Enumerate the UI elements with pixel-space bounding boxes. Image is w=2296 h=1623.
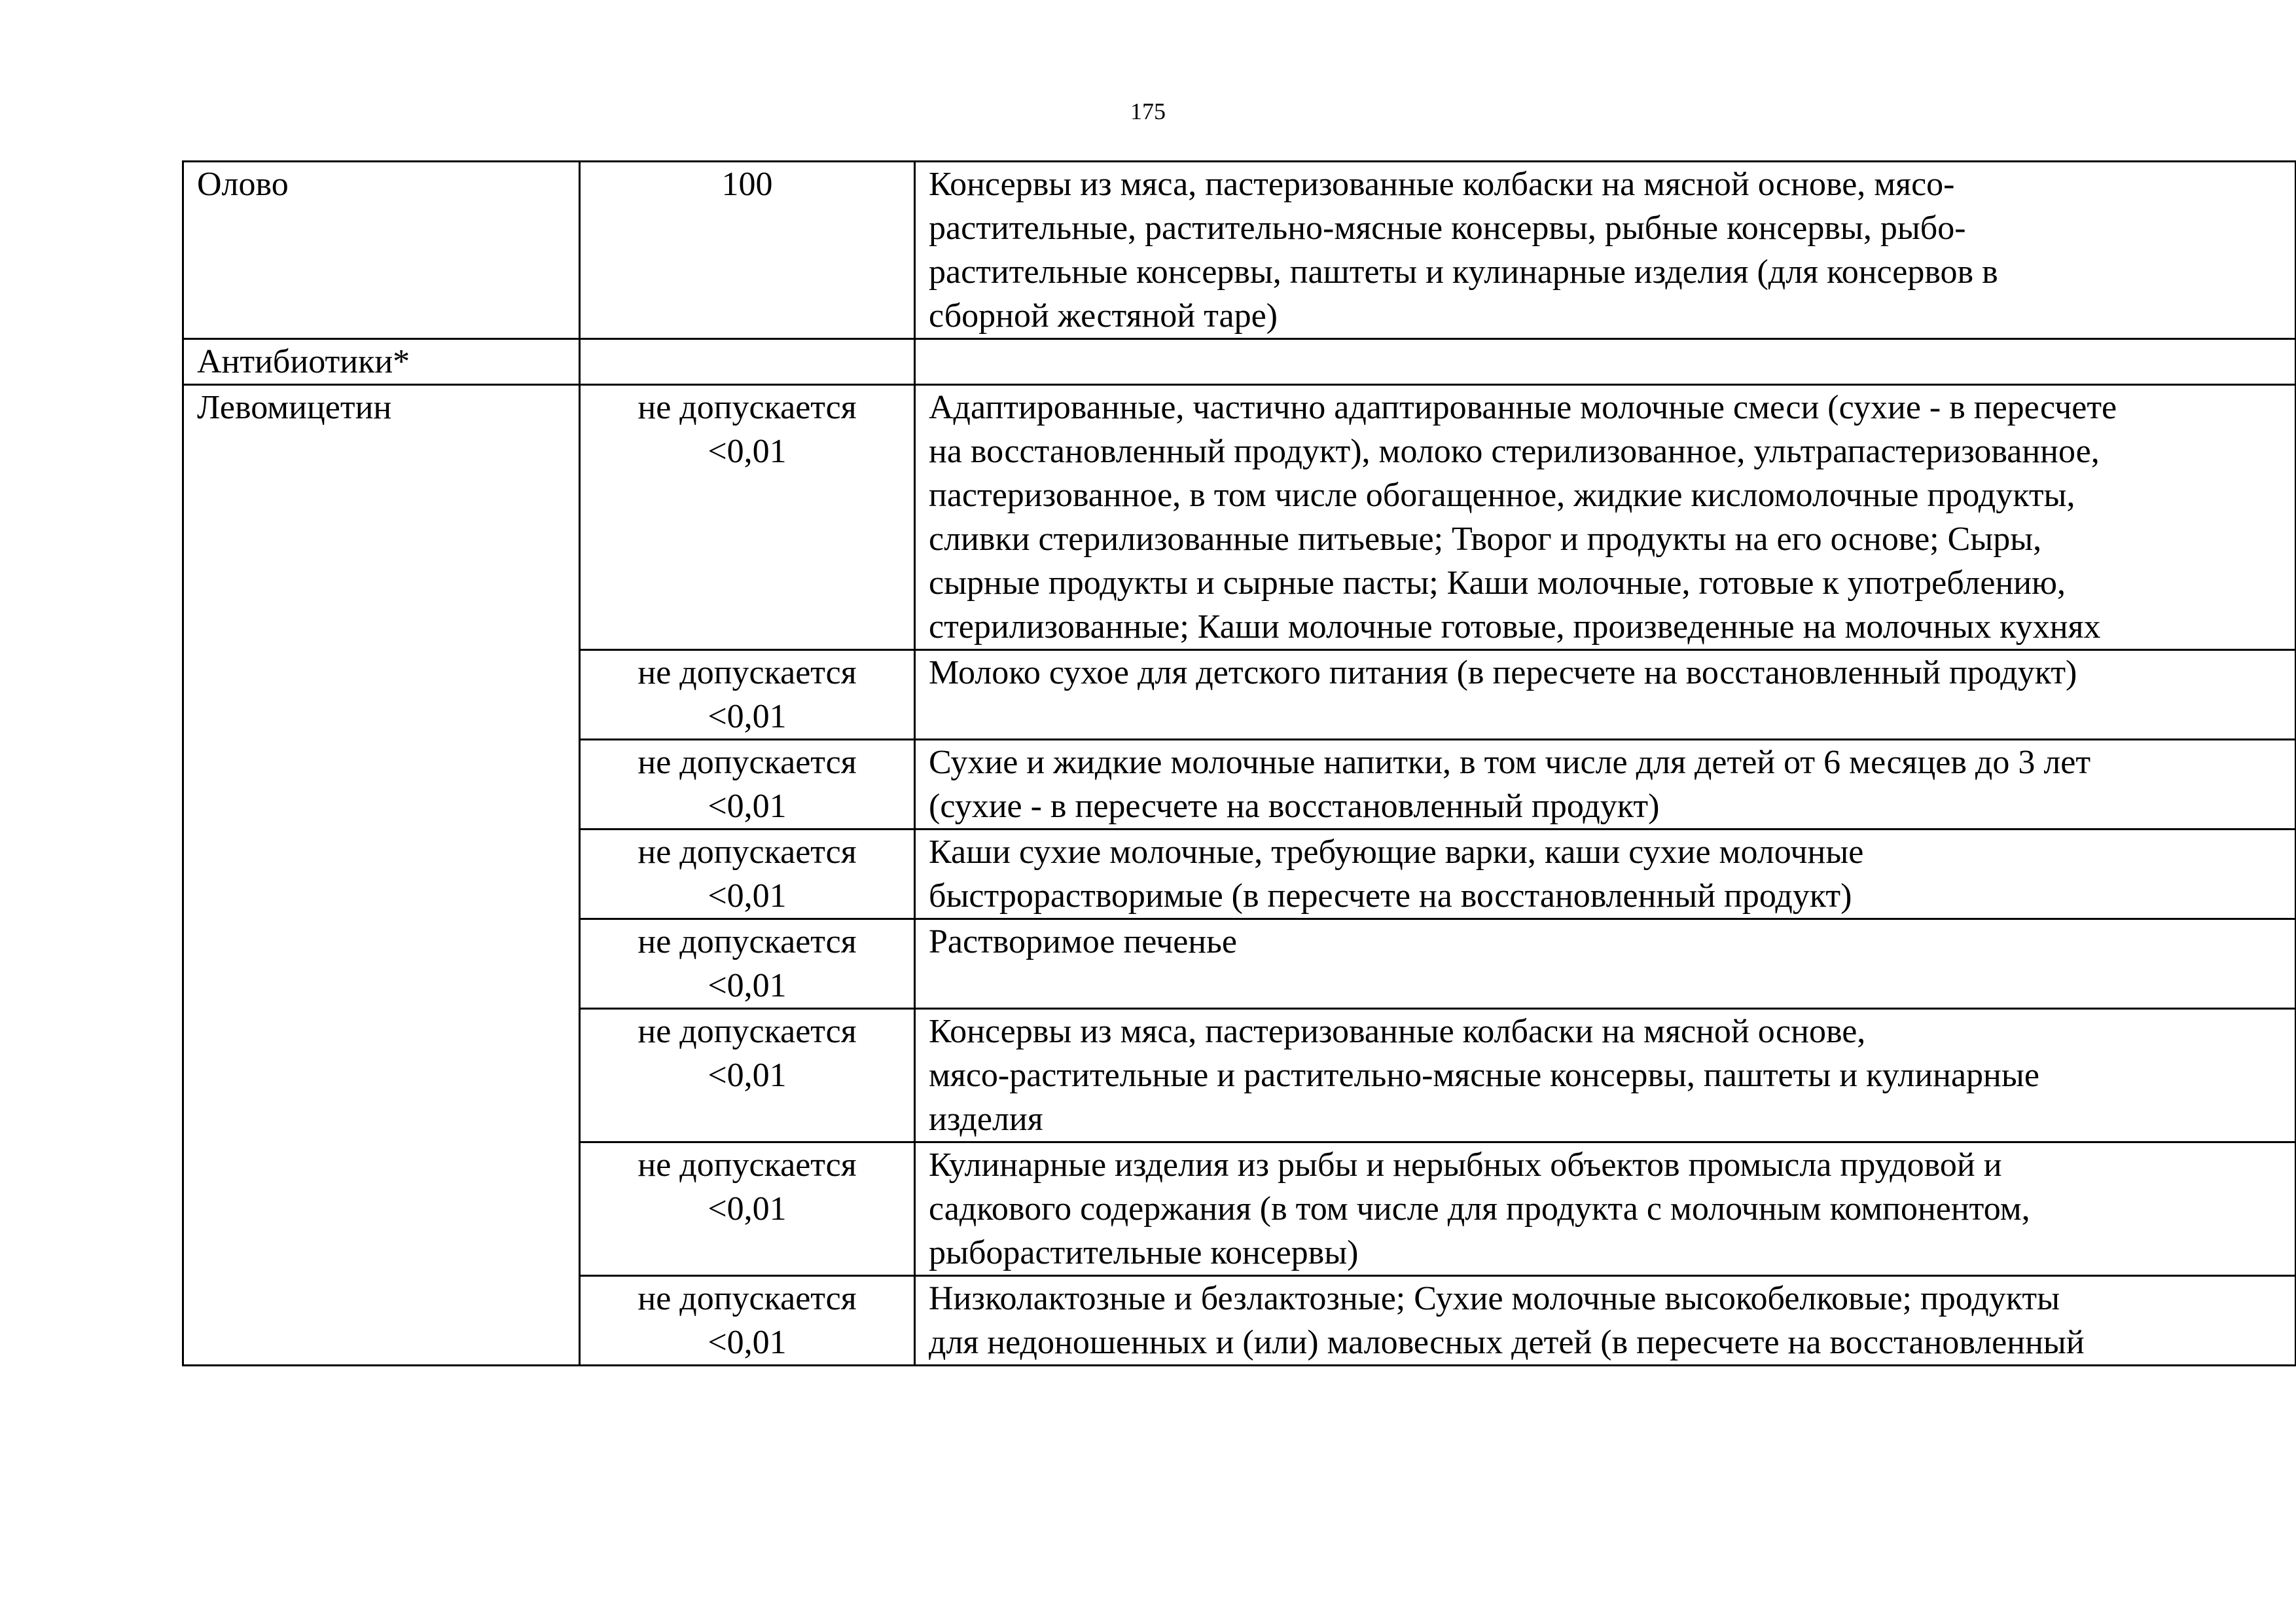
limit-value: 100: [721, 166, 773, 203]
limit-value: <0,01: [708, 1057, 787, 1094]
product-cell: [915, 740, 2296, 830]
product-cell: [915, 1009, 2296, 1142]
product-line: Молоко сухое для детского питания (в пересчете на восстановленный продукт): [929, 654, 2077, 691]
product-line: растительные консервы, паштеты и кулинарные изделия (для консервов в: [929, 253, 1998, 291]
limit-cell: [580, 919, 915, 1009]
limit-cell: [580, 830, 915, 919]
substance-name: Олово: [197, 166, 289, 203]
limit-cell: [580, 740, 915, 830]
limit-cell: [580, 1276, 915, 1366]
substance-name: Левомицетин: [197, 389, 392, 426]
product-cell: [915, 1276, 2296, 1366]
product-line: на восстановленный продукт), молоко стерилизованное, ультрапастеризованное,: [929, 433, 2100, 470]
product-line: Низколактозные и безлактозные; Сухие молочные высокобелковые; продукты: [929, 1280, 2060, 1317]
limit-cell: [580, 1142, 915, 1276]
page-number: 175: [1130, 98, 1166, 124]
substance-cell: [183, 339, 580, 385]
product-cell: [915, 339, 2296, 385]
product-cell: [915, 830, 2296, 919]
product-line: Консервы из мяса, пастеризованные колбаски на мясной основе,: [929, 1013, 1866, 1050]
limit-value: <0,01: [708, 1324, 787, 1361]
substance-cell: [183, 385, 580, 1366]
limit-text: не допускается: [637, 389, 857, 426]
product-line: быстрорастворимые (в пересчете на восстановленный продукт): [929, 877, 1852, 915]
limit-value: <0,01: [708, 967, 787, 1004]
product-line: стерилизованные; Каши молочные готовые, произведенные на молочных кухнях: [929, 608, 2101, 646]
product-line: для недоношенных и (или) маловесных детей (в пересчете на восстановленный: [929, 1324, 2085, 1361]
product-cell: [915, 650, 2296, 740]
limit-text: не допускается: [637, 833, 857, 871]
product-line: садкового содержания (в том числе для продукта с молочным компонентом,: [929, 1190, 2030, 1228]
product-line: Кулинарные изделия из рыбы и нерыбных объектов промысла прудовой и: [929, 1146, 2002, 1184]
product-line: растительные, растительно-мясные консервы, рыбные консервы, рыбо-: [929, 210, 1966, 247]
limit-text: не допускается: [637, 654, 857, 691]
product-line: сливки стерилизованные питьевые; Творог и продукты на его основе; Сыры,: [929, 520, 2042, 558]
product-cell: [915, 1142, 2296, 1276]
product-line: мясо-растительные и растительно-мясные консервы, паштеты и кулинарные: [929, 1057, 2039, 1094]
limit-value: <0,01: [708, 877, 787, 915]
limit-cell: [580, 339, 915, 385]
limit-value: <0,01: [708, 788, 787, 825]
limit-text: не допускается: [637, 1280, 857, 1317]
product-line: изделия: [929, 1101, 1043, 1138]
product-line: сырные продукты и сырные пасты; Каши молочные, готовые к употреблению,: [929, 564, 2066, 602]
limit-text: не допускается: [637, 1146, 857, 1184]
limit-text: не допускается: [637, 923, 857, 960]
limit-cell: [580, 650, 915, 740]
limit-value: <0,01: [708, 698, 787, 735]
product-line: (сухие - в пересчете на восстановленный продукт): [929, 788, 1660, 825]
product-line: Каши сухие молочные, требующие варки, каши сухие молочные: [929, 833, 1864, 871]
product-line: рыборастительные консервы): [929, 1234, 1359, 1271]
limit-text: не допускается: [637, 1013, 857, 1050]
table-row: [183, 339, 2296, 385]
table-row: [183, 162, 2296, 339]
limit-cell: [580, 162, 915, 339]
limit-value: <0,01: [708, 1190, 787, 1228]
product-cell: [915, 162, 2296, 339]
product-line: пастеризованное, в том числе обогащенное, жидкие кисломолочные продукты,: [929, 477, 2075, 514]
product-line: Консервы из мяса, пастеризованные колбаски на мясной основе, мясо-: [929, 166, 1955, 203]
product-cell: [915, 919, 2296, 1009]
substance-group-name: Антибиотики*: [197, 343, 410, 380]
product-line: Адаптированные, частично адаптированные молочные смеси (сухие - в пересчете: [929, 389, 2117, 426]
limit-cell: [580, 1009, 915, 1142]
contaminants-table: [182, 160, 2296, 1366]
table-row: [183, 385, 2296, 650]
limit-text: не допускается: [637, 744, 857, 781]
product-line: Растворимое печенье: [929, 923, 1237, 960]
product-cell: [915, 385, 2296, 650]
product-line: сборной жестяной таре): [929, 297, 1278, 335]
product-line: Сухие и жидкие молочные напитки, в том числе для детей от 6 месяцев до 3 лет: [929, 744, 2091, 781]
limit-cell: [580, 385, 915, 650]
substance-cell: [183, 162, 580, 339]
limit-value: <0,01: [708, 433, 787, 470]
